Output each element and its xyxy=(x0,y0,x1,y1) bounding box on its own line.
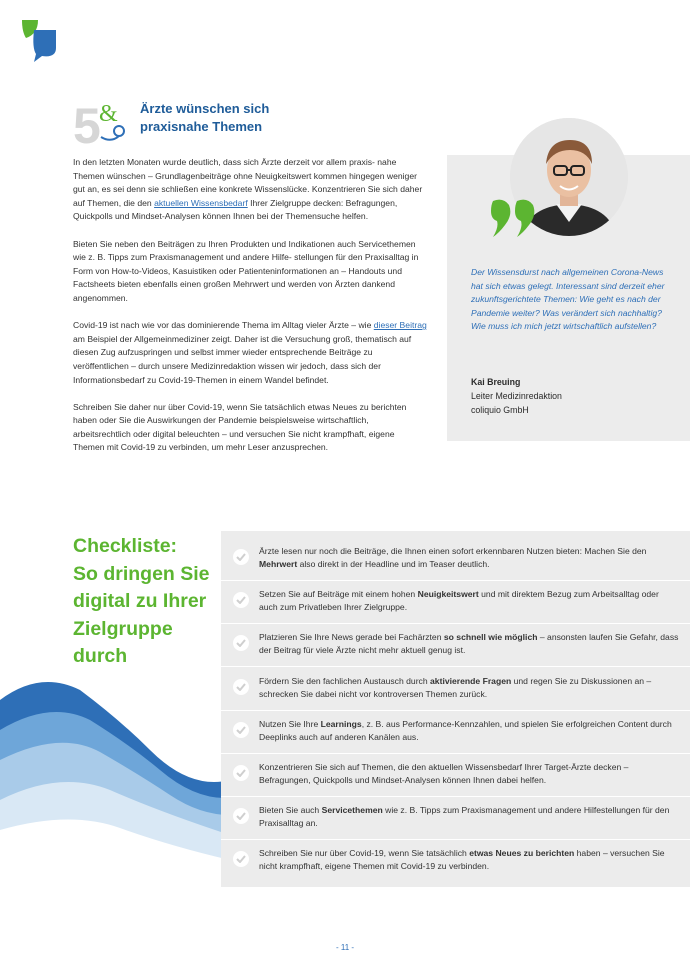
wissensbedarf-link[interactable]: aktuellen Wissensbedarf xyxy=(154,197,248,208)
checkmark-icon xyxy=(233,765,249,781)
quote-mark-icon xyxy=(489,195,541,243)
checklist-item xyxy=(221,798,690,840)
author-company: coliquio GmbH xyxy=(471,404,529,415)
section-title-line: Ärzte wünschen sich xyxy=(140,101,270,116)
checklist-title-line: durch xyxy=(73,645,128,667)
checkmark-icon xyxy=(233,808,249,824)
author-role: Leiter Medizinredaktion xyxy=(471,390,562,401)
quote-text: Der Wissensdurst nach allgemeinen Corona-News hat sich etwas gelegt. Interessant sind derzeit eher zukunftsgerichtete Themen: Wie geht es nach der Pandemie weiter? Was verändert sich nachhaltig? Wie muss ich mich jetzt wirtschaftlich aufstellen? xyxy=(471,267,665,332)
checkmark-icon xyxy=(233,635,249,651)
checkmark-icon xyxy=(233,679,249,695)
svg-text:&: & xyxy=(99,101,118,127)
number-five-ampersand-icon xyxy=(73,97,133,149)
checklist-item xyxy=(221,582,690,624)
checklist-item-text: Konzentrieren Sie sich auf Themen, die den aktuellen Wissensbedarf Ihrer Target-Ärzte decken – Befragungen, Quickpolls und Mindset-Analysen können Ihnen dabei helfen. xyxy=(259,762,629,786)
checklist-item-text: Fördern Sie den fachlichen Austausch durch aktivierende Fragen und regen Sie zu Diskussionen an – schrecken Sie dabei nicht vor kontroversen Themen zurück. xyxy=(259,676,652,700)
paragraph: In den letzten Monaten wurde deutlich, dass sich Ärzte derzeit vor allem praxis- nahe Themen wünschen – Grundlagenbeiträge ohne Neuigkeitswert kommen hingegen weniger gut an, es sei denn sie schließen eine konkrete Wissenslücke. Konzentrieren Sie sich daher auf Themen, die den aktuellen Wissensbedarf Ihrer Zielgruppe decken: Befragungen, Quickpolls und Mindset-Analysen können Ihnen bei der Themensuche helfen. xyxy=(73,157,423,222)
checklist-item-text: Platzieren Sie Ihre News gerade bei Fachärzten so schnell wie möglich – ansonsten laufen Sie Gefahr, dass der Beitrag für viele Ärzte nicht mehr aktuell genug ist. xyxy=(259,632,679,656)
svg-text:5: 5 xyxy=(73,98,101,149)
paragraph: Schreiben Sie daher nur über Covid-19, wenn Sie tatsächlich etwas Neues zu berichten haben oder Sie die Auswirkungen der Pandemie beispielsweise wirtschaftlich, arbeitsrechtlich oder digital beleuchten – und versuchen Sie nicht krampfhaft, eigene Themen mit Covid-19 zu verbinden, um mehr Leser anzusprechen. xyxy=(73,401,407,453)
section-title xyxy=(140,100,269,136)
quote-author xyxy=(471,376,562,417)
checklist-item xyxy=(221,712,690,754)
checklist-item-text: Ärzte lesen nur noch die Beiträge, die Ihnen einen sofort erkennbaren Nutzen bieten: Machen Sie den Mehrwert also direkt in der Headline und im Teaser deutlich. xyxy=(259,546,647,570)
dieser-beitrag-link[interactable]: dieser Beitrag xyxy=(373,320,427,331)
checklist-item xyxy=(221,539,690,581)
checklist-title-line: Checkliste: xyxy=(73,535,178,557)
checklist-item-text: Nutzen Sie Ihre Learnings, z. B. aus Performance-Kennzahlen, und spielen Sie erfolgreichen Content durch Deeplinks auch auf anderen Kanälen aus. xyxy=(259,719,672,743)
checkmark-icon xyxy=(233,722,249,738)
coliquio-logo xyxy=(20,18,58,62)
paragraph: Covid-19 ist nach wie vor das dominierende Thema im Alltag vieler Ärzte – wie dieser Beitrag am Beispiel der Allgemeinmediziner zeigt. Daher ist die Versuchung groß, thematisch auf diesen Zug aufzuspringen und selbst immer wieder entsprechende Beiträge zu veröffentlichen – durch unsere Medizinredaktion wissen wir jedoch, dass sich der Informationsbedarf zu Covid-19-Themen in einem Wandel befindet. xyxy=(73,320,427,385)
checklist-title xyxy=(73,533,218,671)
section-title-line: praxisnahe Themen xyxy=(140,119,263,134)
checklist-item-text: Bieten Sie auch Servicethemen wie z. B. Tipps zum Praxismanagement und andere Hilfestellungen für den Praxisalltag an. xyxy=(259,805,670,829)
checklist-panel xyxy=(221,531,690,887)
checklist-item xyxy=(221,755,690,797)
section-heading xyxy=(73,97,433,149)
body-text xyxy=(73,156,428,469)
checkmark-icon xyxy=(233,549,249,565)
checklist-title-line: So dringen Sie xyxy=(73,562,210,585)
checklist-item-text: Schreiben Sie nur über Covid-19, wenn Sie tatsächlich etwas Neues zu berichten haben – versuchen Sie nicht krampfhaft, eigene Themen mit Covid-19 zu verbinden. xyxy=(259,848,665,872)
checklist-item xyxy=(221,669,690,711)
page-number: - 11 - xyxy=(335,943,355,952)
paragraph: Bieten Sie neben den Beiträgen zu Ihren Produkten und Indikationen auch Servicethemen wie z. B. Tipps zum Praxismanagement und andere Hilfe- stellungen für den Praxisalltag in Form von How-to-Videos, Kasuistiken oder Patienteninformationen an – Handouts und Factsheets bieten ebenfalls einen großen Mehrwert und werden von Ärzten dankend angenommen. xyxy=(73,238,419,303)
author-name: Kai Breuing xyxy=(471,377,521,387)
checkmark-icon xyxy=(233,851,249,867)
checklist-item xyxy=(221,841,690,883)
checklist-title-line: digital zu Ihrer xyxy=(73,590,207,612)
checkmark-icon xyxy=(233,592,249,608)
checklist-item-text: Setzen Sie auf Beiträge mit einem hohen Neuigkeitswert und mit direktem Bezug zum Arbeitsalltag oder auch zum Privatleben Ihrer Zielgruppe. xyxy=(259,589,659,613)
checklist-item xyxy=(221,625,690,667)
decorative-waves xyxy=(0,660,230,890)
checklist-title-line: Zielgruppe xyxy=(73,617,173,640)
